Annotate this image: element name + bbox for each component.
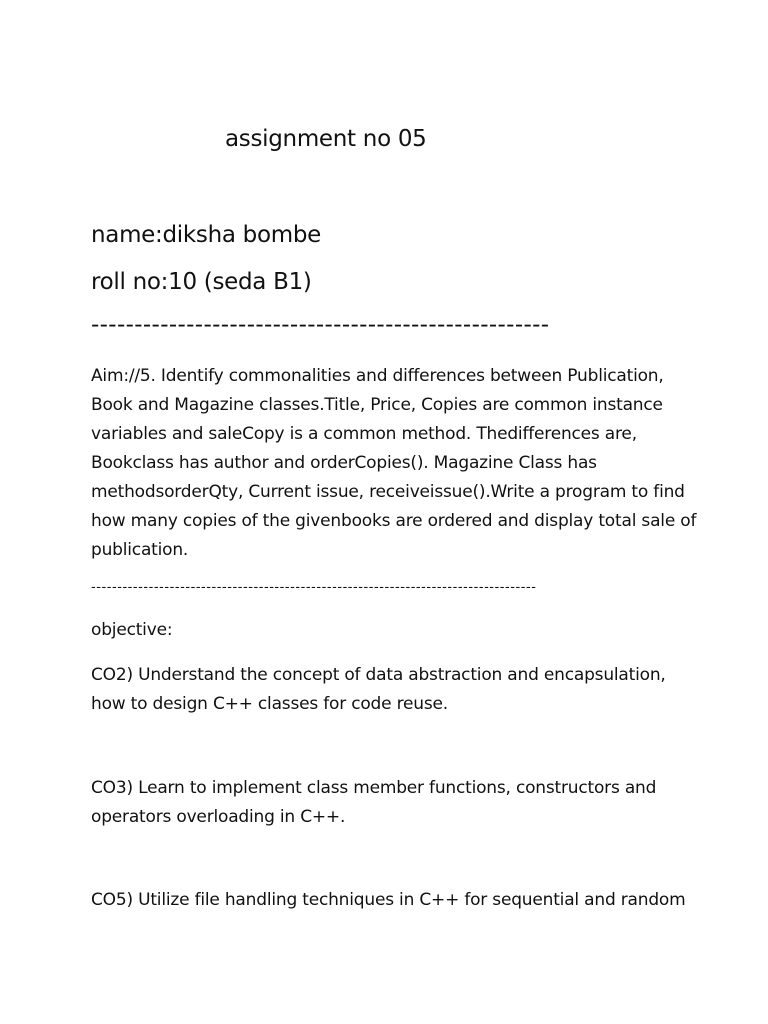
- objective-heading: objective:: [91, 620, 173, 640]
- roll-number: roll no:10 (seda B1): [91, 269, 312, 295]
- objective-co3: CO3) Learn to implement class member functions, constructors and operators overloading in C++.: [91, 778, 657, 827]
- objective-co2: CO2) Understand the concept of data abstraction and encapsulation, how to design C++ classes for code reuse.: [91, 665, 666, 714]
- student-name: name:diksha bombe: [91, 222, 321, 248]
- objective-co5: CO5) Utilize file handling techniques in C++ for sequential and random: [91, 890, 686, 910]
- assignment-title: assignment no 05: [225, 126, 427, 152]
- aim-paragraph: Aim://5. Identify commonalities and differences between Publication, Book and Magazine classes.Title, Price, Copies are common instance variables and saleCopy is a common method. Thedifferences are, Bookclass has author and orderCopies(). Magazine Class has methodsorderQty, Current issue, receiveissue().Write a program to find how many copies of the givenbooks are ordered and display total sale of publication.: [91, 366, 697, 560]
- separator-line-long: -----------------------------------------------------: [91, 312, 550, 338]
- separator-line-short: -------------------------------------------------------------------------------------: [91, 580, 537, 595]
